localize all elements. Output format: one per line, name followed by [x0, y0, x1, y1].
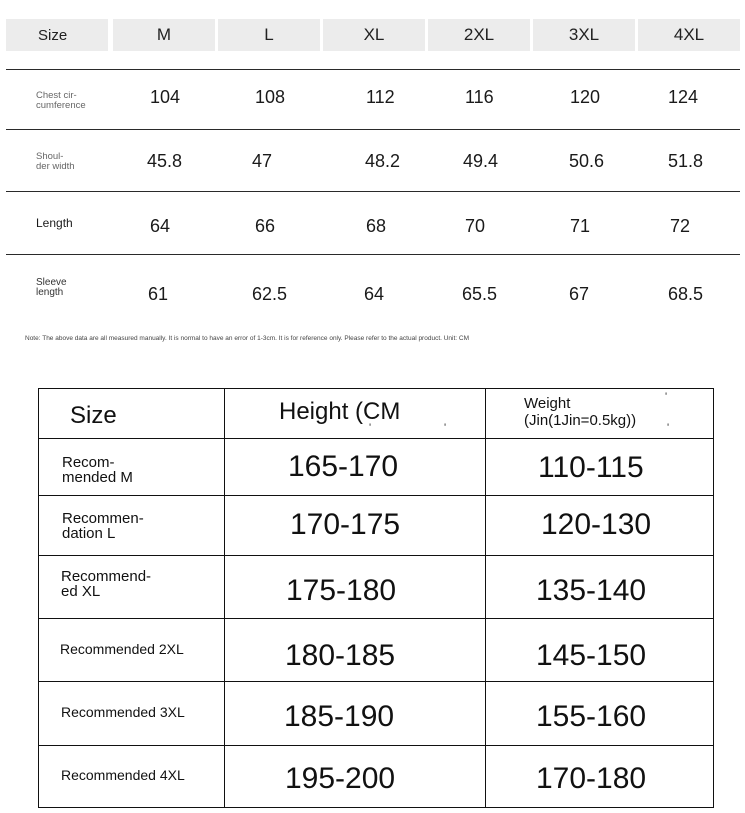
row-label-line: der width	[36, 160, 75, 172]
row-label-shoulder	[36, 152, 75, 171]
rec-size-line: dation L	[62, 525, 116, 542]
rec-height-cell: 165-170	[288, 450, 399, 483]
value-cell: 51.8	[668, 151, 704, 171]
rec-weight-cell: 135-140	[536, 574, 647, 607]
row-label-chest	[36, 91, 86, 110]
rec-weight-cell: 155-160	[536, 700, 647, 733]
value-cell: 66	[255, 216, 276, 236]
value-cell: 61	[148, 284, 169, 304]
tick-mark: '	[667, 422, 670, 434]
rec-header-height: Height (CM	[279, 398, 401, 425]
rec-size-line: Recommend-	[61, 568, 152, 585]
value-cell: 70	[465, 216, 486, 236]
rec-height-cell: 185-190	[284, 700, 395, 733]
size-header-l: L	[218, 19, 320, 51]
rec-height-cell: 170-175	[290, 508, 401, 541]
rec-height-cell: 195-200	[285, 762, 396, 795]
size-header-xl: XL	[323, 19, 425, 51]
value-cell: 67	[569, 284, 590, 304]
measurement-row-chest	[6, 69, 740, 130]
size-header-4xl: 4XL	[638, 19, 740, 51]
rec-size-line: mended M	[62, 469, 133, 486]
measurement-row-sleeve	[6, 254, 740, 317]
rec-weight-cell: 170-180	[536, 762, 647, 795]
rec-weight-cell: 110-115	[538, 451, 644, 484]
tick-mark: '	[369, 422, 372, 434]
value-cell: 65.5	[462, 284, 498, 304]
size-header-3xl: 3XL	[533, 19, 635, 51]
value-cell: 68.5	[668, 284, 704, 304]
value-cell: 64	[150, 216, 171, 236]
row-divider	[39, 495, 713, 496]
value-cell: 49.4	[463, 151, 499, 171]
rec-header-size: Size	[70, 402, 117, 429]
value-cell: 68	[366, 216, 387, 236]
rec-weight-cell: 145-150	[536, 639, 647, 672]
row-label-line: Sleeve	[36, 277, 67, 288]
rec-size-line: Recommen-	[62, 510, 144, 527]
value-cell: 50.6	[569, 151, 605, 171]
rec-header-weight-line: Weight	[524, 395, 571, 412]
value-cell: 71	[570, 216, 591, 236]
row-divider	[39, 618, 713, 619]
recommendation-table	[38, 388, 714, 808]
size-header-2xl: 2XL	[428, 19, 530, 51]
value-cell: 48.2	[365, 151, 401, 171]
rec-height-cell: 180-185	[285, 639, 396, 672]
rec-size-cell	[61, 705, 185, 720]
value-cell: 45.8	[147, 151, 183, 171]
measurement-note: Note: The above data are all measured manually. It is normal to have an error of 1-3cm. It is for reference only. Please refer to the actual product. Unit: CM	[25, 335, 470, 342]
row-divider	[39, 681, 713, 682]
row-label-sleeve	[36, 278, 67, 297]
rec-size-cell	[61, 569, 151, 599]
value-cell: 62.5	[252, 284, 288, 304]
size-header-row	[6, 19, 740, 51]
row-label-line: Chest cir-	[36, 90, 77, 101]
value-cell: 108	[255, 87, 286, 107]
value-cell: 116	[465, 87, 494, 107]
rec-header-weight	[524, 395, 636, 429]
rec-size-line: Recommended 3XL	[61, 704, 185, 720]
rec-size-cell	[62, 511, 144, 541]
rec-size-line: Recommended 2XL	[60, 641, 184, 657]
rec-size-cell	[61, 768, 185, 783]
row-divider	[39, 555, 713, 556]
value-cell: 112	[366, 87, 395, 107]
value-cell: 104	[150, 87, 181, 107]
measurement-row-length	[6, 191, 740, 255]
rec-size-line: Recom-	[62, 454, 115, 471]
row-label-line: length	[36, 286, 64, 298]
rec-size-cell	[60, 642, 184, 657]
row-label-length	[36, 218, 73, 229]
row-label-line: Shoul-	[36, 151, 64, 162]
row-label-line: Length	[36, 216, 73, 230]
value-cell: 64	[364, 284, 385, 304]
value-cell: 47	[252, 151, 273, 171]
value-cell: 124	[668, 87, 699, 107]
size-header-m: M	[113, 19, 215, 51]
rec-size-line: ed XL	[61, 583, 101, 600]
tick-mark: '	[444, 422, 447, 434]
rec-weight-cell: 120-130	[541, 508, 652, 541]
measurement-row-shoulder	[6, 129, 740, 192]
value-cell: 120	[570, 87, 601, 107]
rec-size-line: Recommended 4XL	[61, 767, 185, 783]
rec-size-cell	[62, 455, 133, 485]
rec-header-weight-line: (Jin(1Jin=0.5kg))	[524, 412, 637, 429]
rec-height-cell: 175-180	[286, 574, 397, 607]
size-header-label: Size	[6, 19, 108, 51]
row-label-line: cumference	[36, 99, 86, 111]
row-divider	[39, 745, 713, 746]
row-divider	[39, 438, 713, 439]
tick-mark: '	[665, 391, 668, 403]
value-cell: 72	[670, 216, 691, 236]
